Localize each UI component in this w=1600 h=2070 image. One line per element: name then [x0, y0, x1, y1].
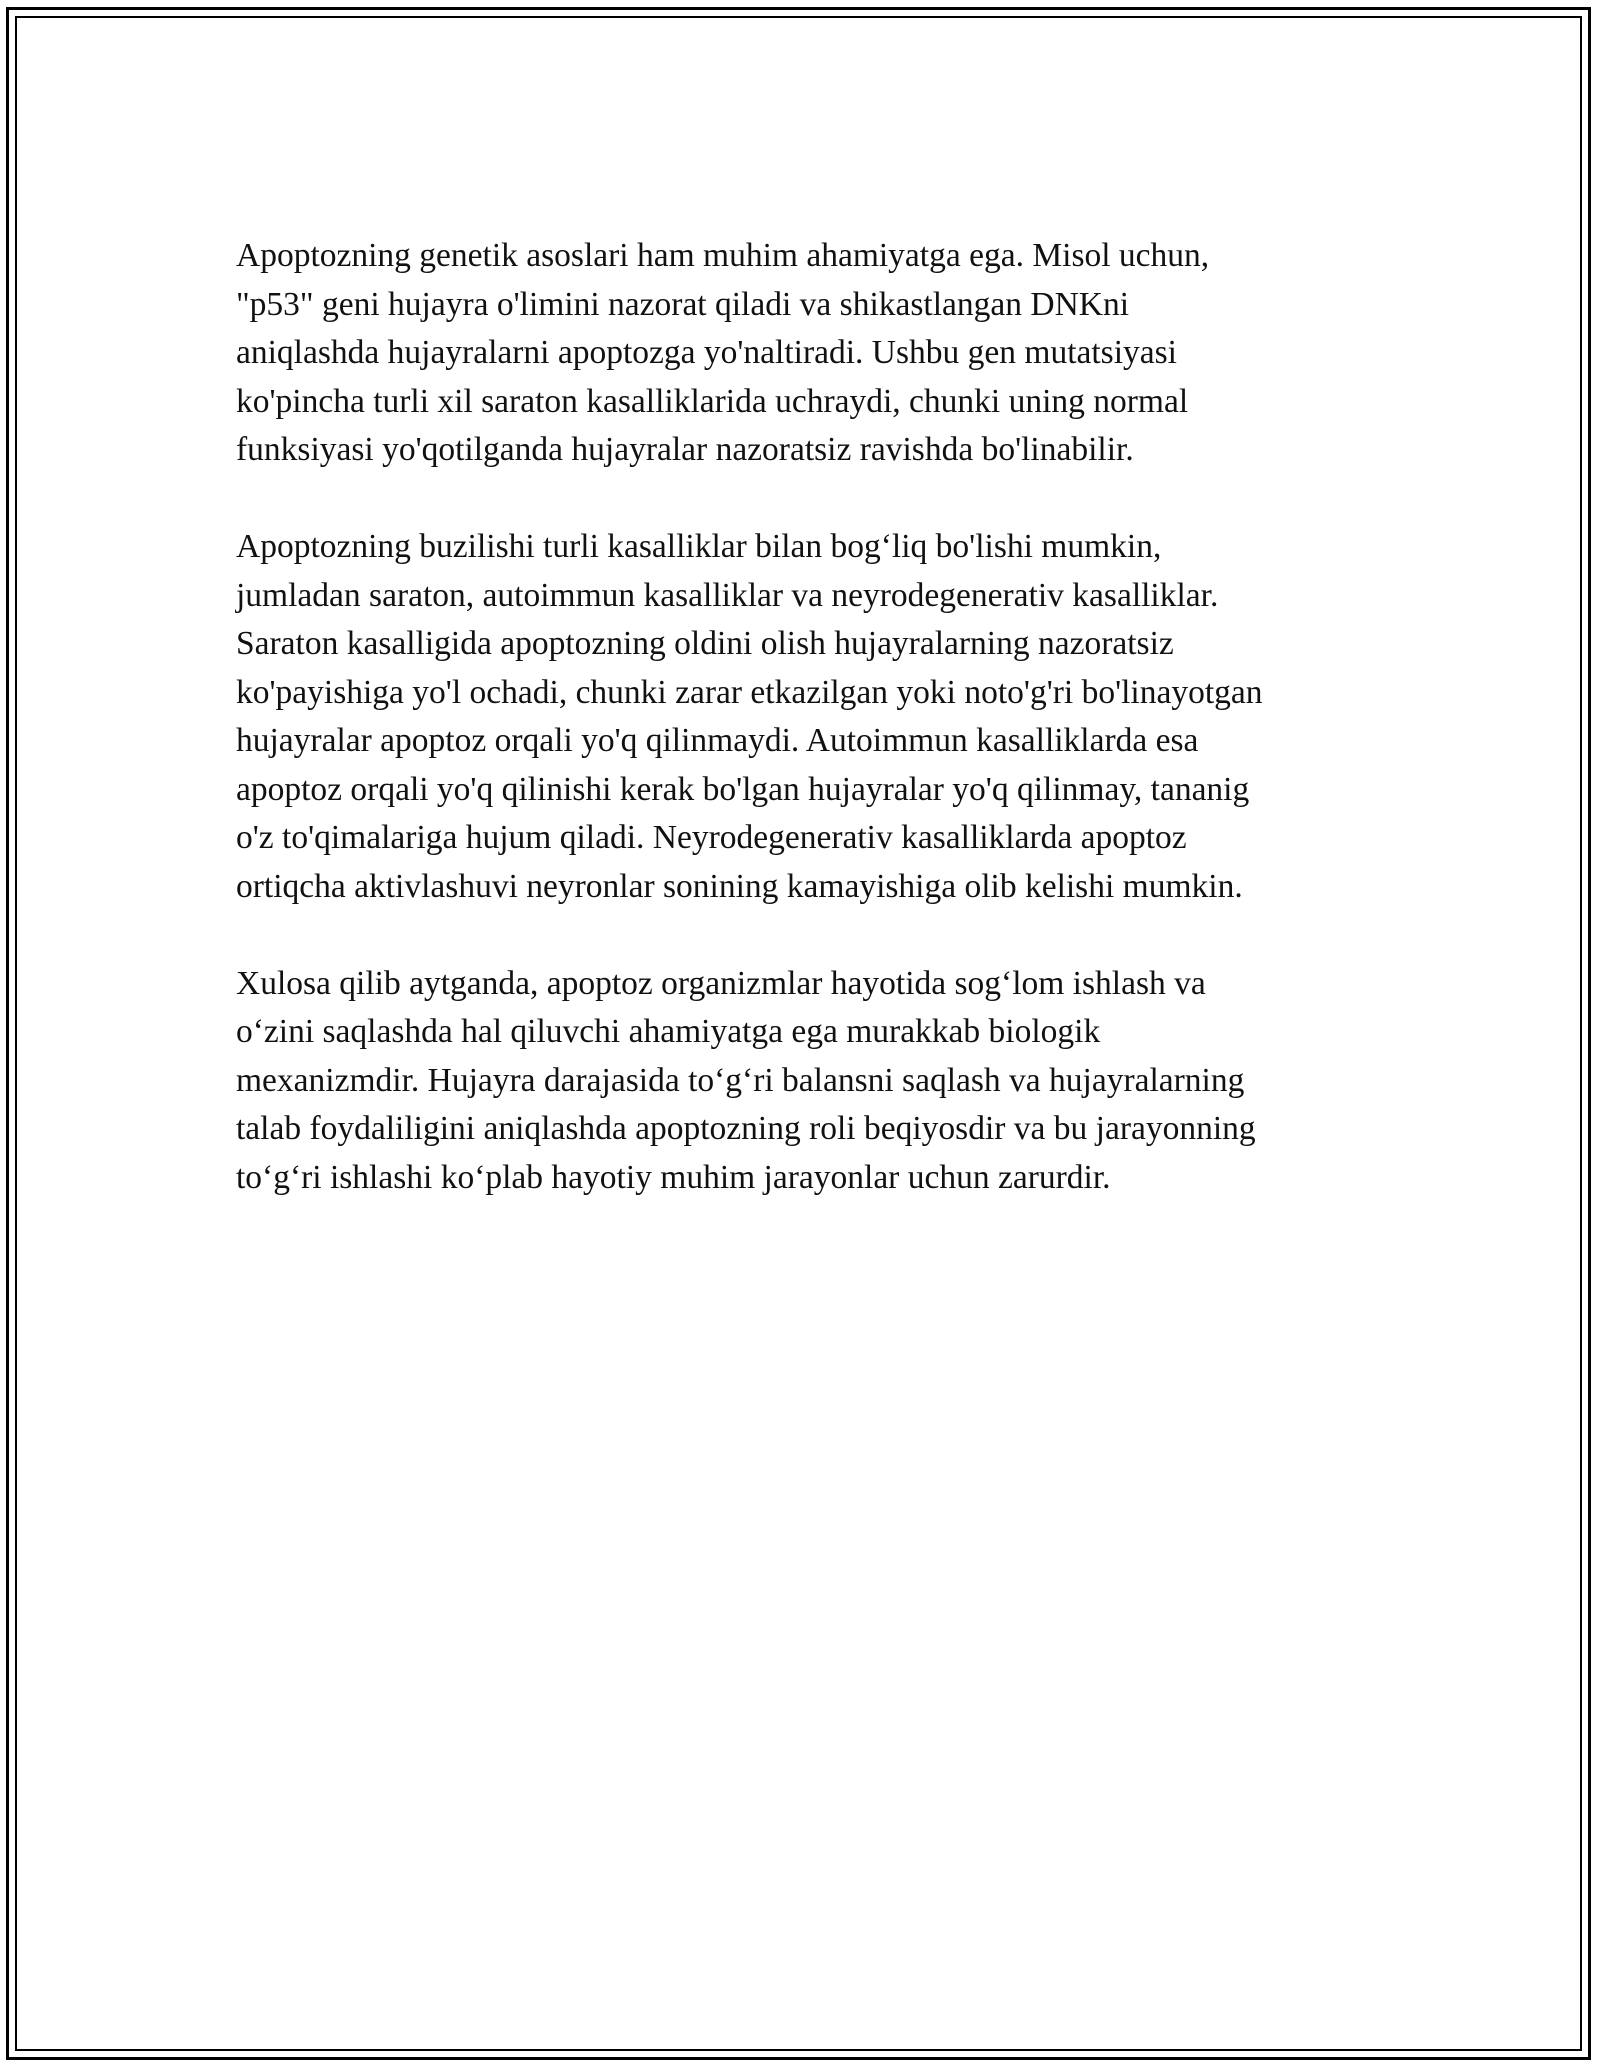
text-line: hujayralar apoptoz orqali yo'q qilinmaydi. Autoimmun kasalliklarda esa: [236, 722, 1199, 759]
text-line: ko'payishiga yo'l ochadi, chunki zarar etkazilgan yoki noto'g'ri bo'linayotgan: [236, 673, 1263, 711]
text-line: Apoptozning genetik asoslari ham muhim ahamiyatga ega. Misol uchun,: [236, 237, 1210, 274]
text-line: mexanizmdir. Hujayra darajasida to‘g‘ri balansni saqlash va hujayralarning: [236, 1061, 1245, 1099]
text-line: o‘zini saqlashda hal qiluvchi ahamiyatga ega murakkab biologik: [236, 1013, 1101, 1050]
text-line: Saraton kasalligida apoptozning oldini olish hujayralarning nazoratsiz: [236, 625, 1174, 662]
text-line: "p53" geni hujayra o'limini nazorat qiladi va shikastlangan DNKni: [236, 285, 1130, 323]
paragraph-genetic-basis: [236, 232, 1371, 475]
document-body: [236, 232, 1371, 1251]
paragraph-diseases: [236, 523, 1371, 911]
text-line: Apoptozning buzilishi turli kasalliklar bilan bog‘liq bo'lishi mumkin,: [236, 528, 1162, 565]
text-line: aniqlashda hujayralarni apoptozga yo'naltiradi. Ushbu gen mutatsiyasi: [236, 334, 1177, 371]
text-line: apoptoz orqali yo'q qilinishi kerak bo'lgan hujayralar yo'q qilinmay, tananig: [236, 770, 1250, 808]
text-line: funksiyasi yo'qotilganda hujayralar nazoratsiz ravishda bo'linabilir.: [236, 431, 1134, 468]
text-line: Xulosa qilib aytganda, apoptoz organizmlar hayotida sog‘lom ishlash va: [236, 964, 1206, 1002]
text-line: to‘g‘ri ishlashi ko‘plab hayotiy muhim jarayonlar uchun zarurdir.: [236, 1158, 1111, 1196]
text-line: o'z to'qimalariga hujum qiladi. Neyrodegenerativ kasalliklarda apoptoz: [236, 819, 1187, 856]
text-line: ortiqcha aktivlashuvi neyronlar sonining kamayishiga olib kelishi mumkin.: [236, 867, 1243, 905]
paragraph-conclusion: [236, 960, 1371, 1203]
text-line: ko'pincha turli xil saraton kasalliklarida uchraydi, chunki uning normal: [236, 382, 1189, 420]
text-line: jumladan saraton, autoimmun kasalliklar va neyrodegenerativ kasalliklar.: [236, 576, 1219, 614]
text-line: talab foydaliligini aniqlashda apoptozning roli beqiyosdir va bu jarayonning: [236, 1110, 1256, 1147]
